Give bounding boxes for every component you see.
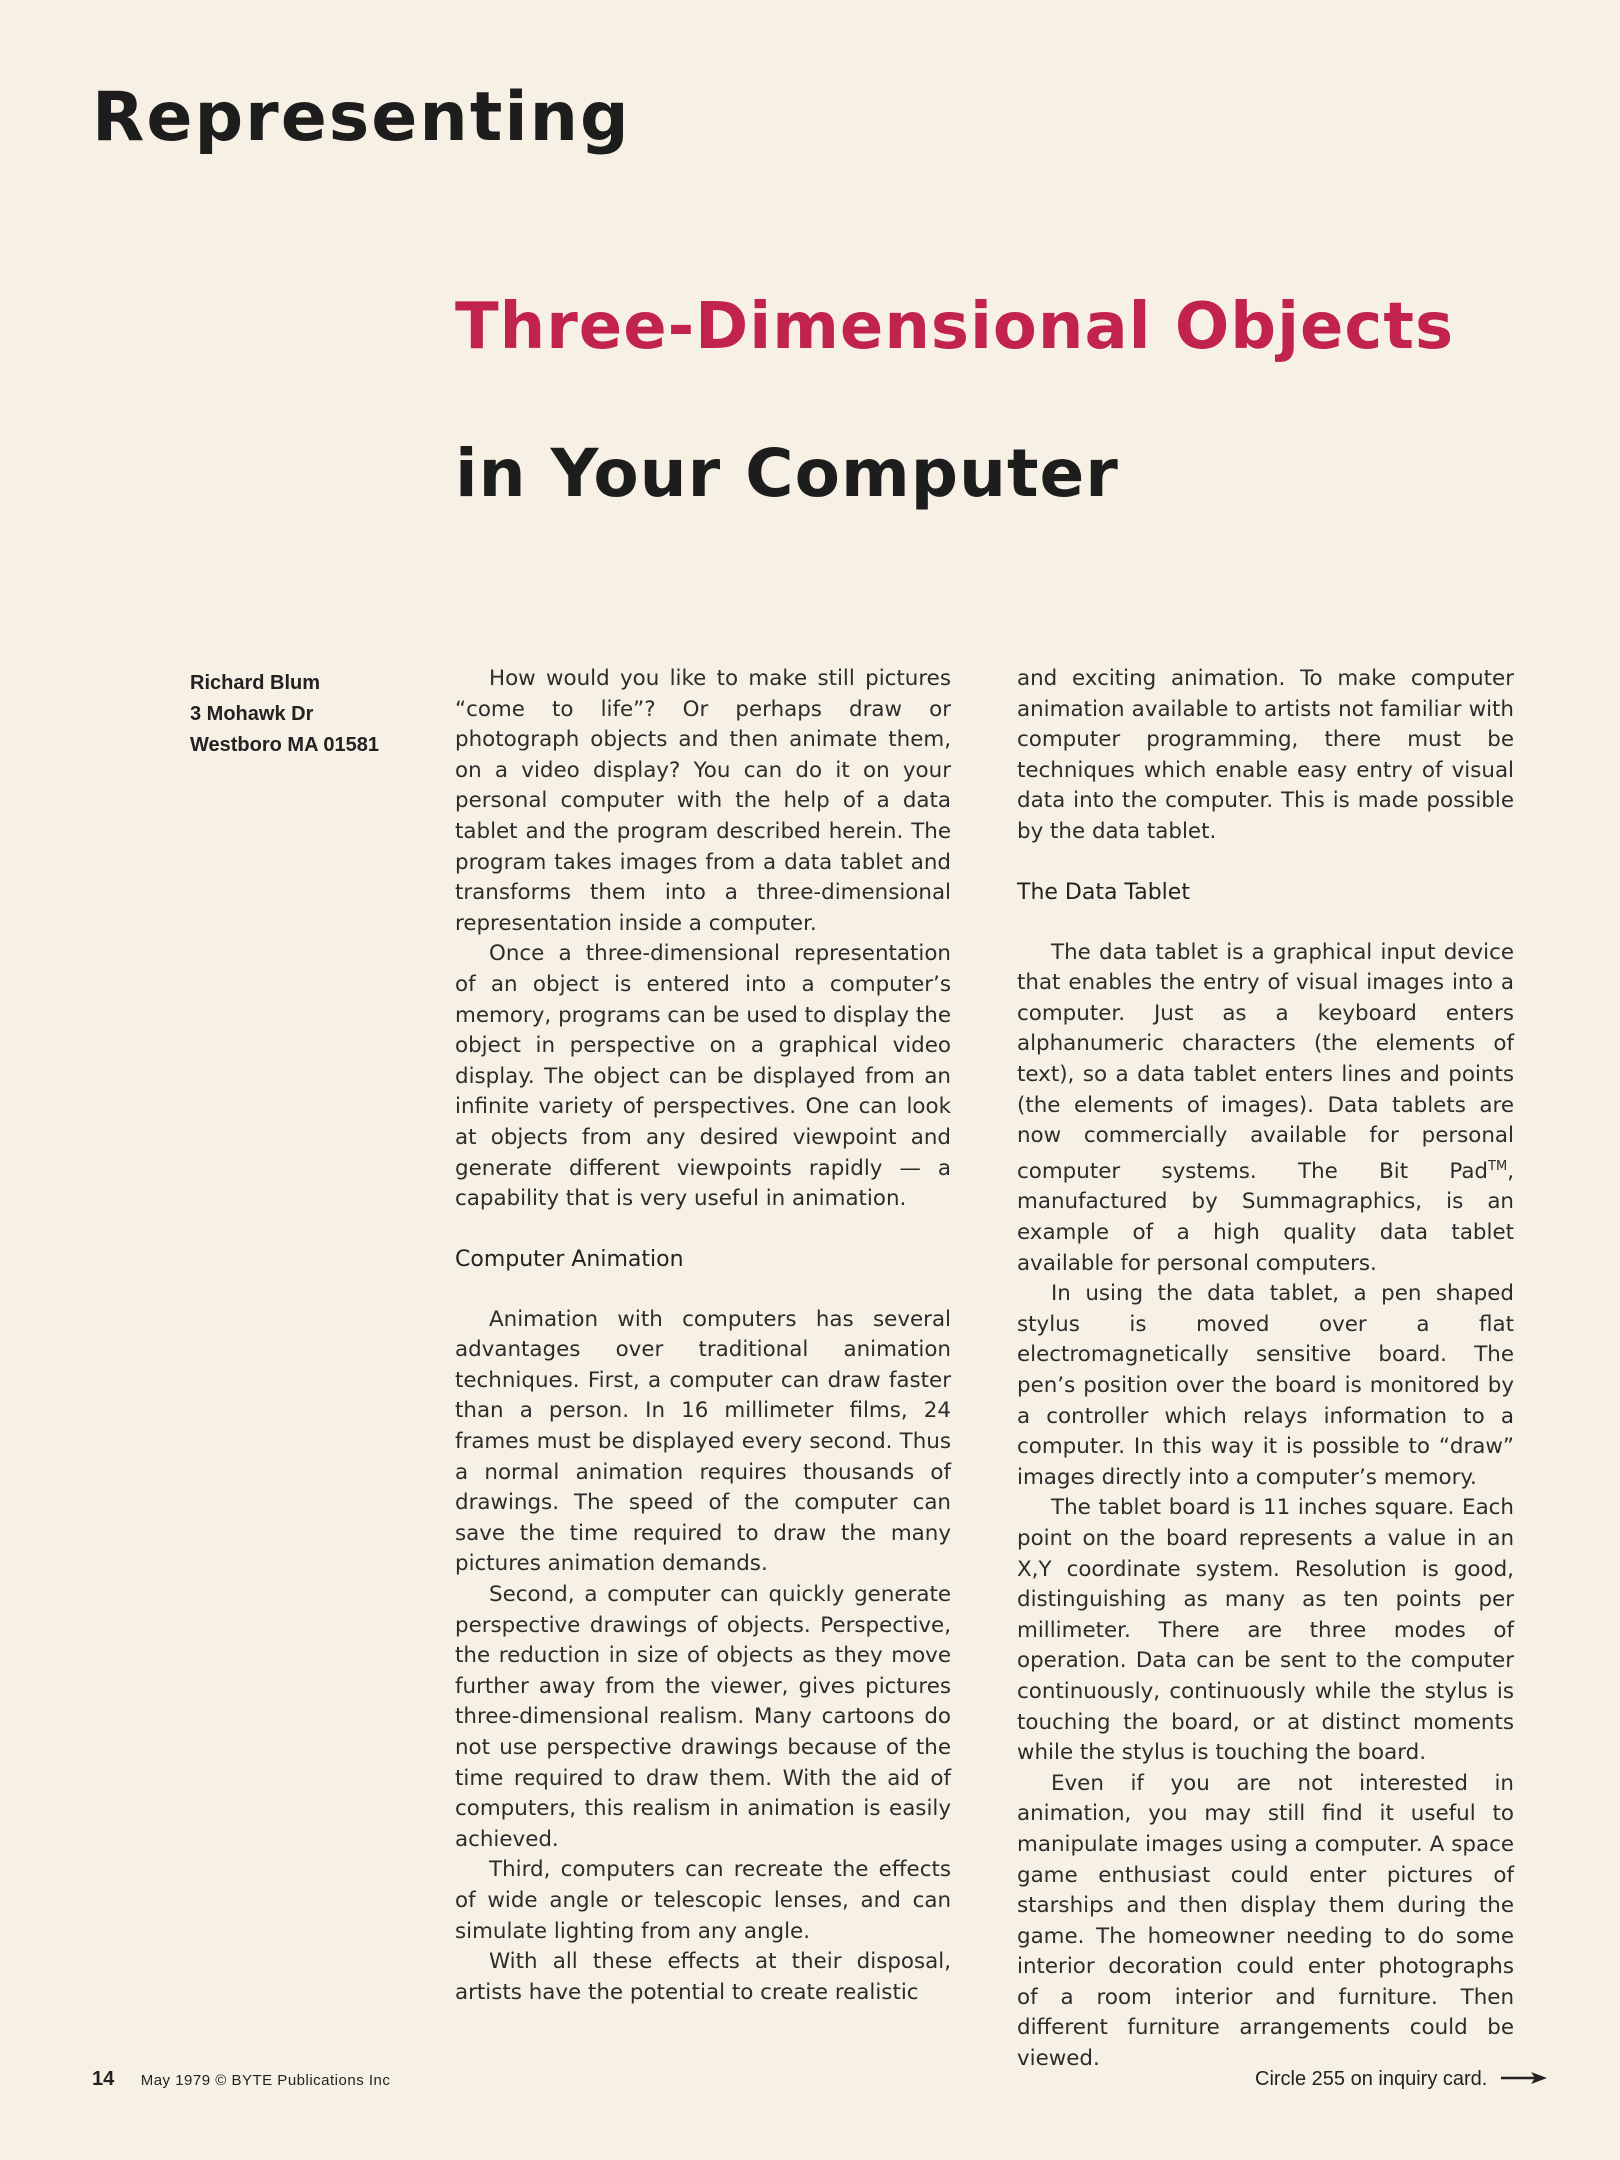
author-block <box>190 668 379 761</box>
paragraph: and exciting animation. To make computer animation available to artists not familiar with computer programming, there must be techniques which enable easy entry of visual data into the computer. This is made possible by the data tablet. <box>1017 666 1514 844</box>
page-number: 14 <box>92 2068 115 2090</box>
paragraph: In using the data tablet, a pen shaped stylus is moved over a flat electromagnetically sensitive board. The pen’s position over the board is monitored by a controller which relays information to a computer. In this way it is possible to “draw” images directly into a computer’s memory. <box>1017 1281 1514 1490</box>
section-heading-data-tablet: The Data Tablet <box>1017 879 1190 905</box>
paragraph-text: The data tablet is a graphical input device that enables the entry of visual images into a computer. Just as a keyboard enters alphanumeric characters (the elements of text), so a data tablet enters lines and points (the elements of images). Data tablets are now commercially available for personal computer systems. The Bit Pad <box>1017 939 1514 1184</box>
publication-line: May 1979 © BYTE Publications Inc <box>140 2072 391 2089</box>
arrow-right-icon <box>1501 2068 1547 2091</box>
paragraph: Once a three-dimensional representation of an object is entered into a computer’s memory, programs can be used to display the object in perspective on a graphical video display. The object can be displayed from an infinite variety of perspectives. One can look at objects from any desired viewpoint and generate different viewpoints rapidly — a capability that is very useful in animation. <box>455 941 951 1212</box>
title-line-3: in Your Computer <box>455 435 1119 512</box>
author-street: 3 Mohawk Dr <box>190 703 314 725</box>
paragraph-text: , manufactured by Summagraphics, is an example of a high quality data tablet available for personal computers. <box>1017 1158 1514 1276</box>
paragraph: Even if you are not interested in animation, you may still find it useful to manipulate images using a computer. A space game enthusiast could enter pictures of starships and then display them during the game. The homeowner needing to do some interior decoration could enter photographs of a room interior and furniture. Then different furniture arrangements could be viewed. <box>1017 1770 1514 2072</box>
paragraph: Second, a computer can quickly generate perspective drawings of objects. Perspective, the reduction in size of objects as they move further away from the viewer, gives pictures three-dimensional realism. Many cartoons do not use perspective drawings because of the time required to draw them. With the aid of computers, this realism in animation is easily achieved. <box>455 1582 951 1852</box>
paragraph: Third, computers can recreate the effects of wide angle or telescopic lenses, and can simulate lighting from any angle. <box>455 1857 951 1944</box>
paragraph <box>1017 938 1514 1280</box>
inquiry-text: Circle 255 on inquiry card. <box>1255 2068 1488 2090</box>
paragraph: With all these effects at their disposal, artists have the potential to create realistic <box>455 1949 951 2005</box>
paragraph: Animation with computers has several advantages over traditional animation techniques. First, a computer can draw faster than a person. In 16 millimeter films, 24 frames must be displayed every second. Thus a normal animation requires thousands of drawings. The speed of the computer can save the time required to draw the many pictures animation demands. <box>455 1306 951 1577</box>
section-heading-computer-animation: Computer Animation <box>455 1246 684 1272</box>
footer-left <box>92 2068 390 2091</box>
text-column-2 <box>1017 664 1514 2075</box>
trademark-mark: TM <box>1488 1158 1508 1174</box>
author-name: Richard Blum <box>190 672 321 694</box>
footer-right <box>1255 2068 1547 2091</box>
title-line-1: Representing <box>92 78 631 157</box>
text-column-1 <box>455 664 951 2008</box>
author-city: Westboro MA 01581 <box>190 734 379 756</box>
title-line-2: Three-Dimensional Objects <box>455 290 1455 364</box>
paragraph: How would you like to make still pictures “come to life”? Or perhaps draw or photograph objects and then animate them, on a video display? You can do it on your personal computer with the help of a data tablet and the program described herein. The program takes images from a data tablet and transforms them into a three-dimensional representation inside a computer. <box>455 666 951 936</box>
paragraph: The tablet board is 11 inches square. Each point on the board represents a value in an X,Y coordinate system. Resolution is good, distinguishing as many as ten points per millimeter. There are three modes of operation. Data can be sent to the computer continuously, continuously while the stylus is touching the board, or at distinct moments while the stylus is touching the board. <box>1017 1495 1514 1766</box>
